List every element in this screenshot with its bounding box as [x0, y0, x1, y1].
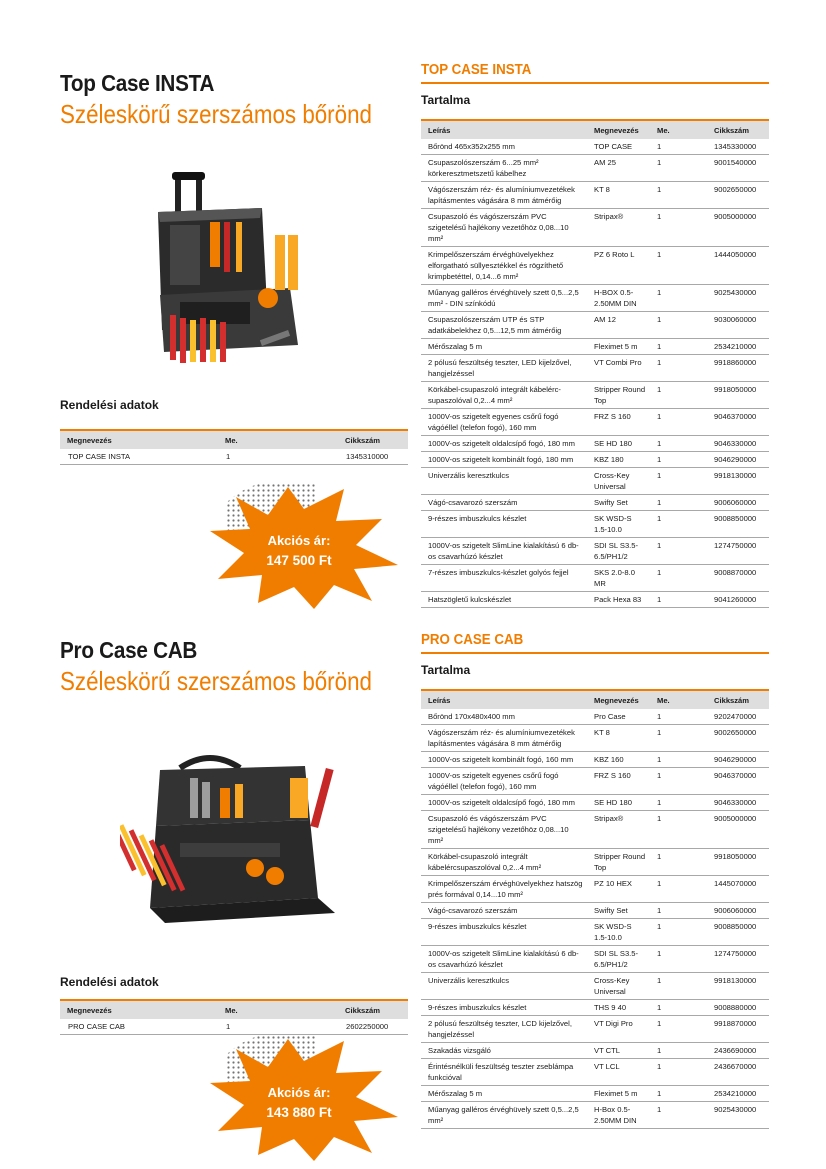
- item-desc-cell: Műanyag galléros érvéghüvely szett 0,5...2,5 mm²: [421, 1102, 587, 1129]
- item-qty-cell: 1: [650, 285, 707, 312]
- item-sku-cell: 9046290000: [707, 452, 769, 468]
- product1-order-heading: Rendelési adatok: [60, 398, 159, 412]
- product2-order-table: [60, 999, 408, 1035]
- promo-label: Akciós ár:: [267, 1085, 331, 1100]
- item-qty-cell: 1: [650, 1016, 707, 1043]
- item-desc-cell: Körkábel-csupaszoló integrált kábelércsupaszolóval 0,2...4 mm²: [421, 849, 587, 876]
- product2-order-heading: Rendelési adatok: [60, 975, 159, 989]
- table-row: [421, 247, 769, 285]
- item-name-cell: Stripper Round Top: [587, 382, 650, 409]
- item-name-cell: Stripper Round Top: [587, 849, 650, 876]
- item-name-cell: KBZ 160: [587, 752, 650, 768]
- order-sku-cell: 2602250000: [338, 1019, 408, 1035]
- table-row: [421, 1086, 769, 1102]
- item-desc-cell: Mérőszalag 5 m: [421, 1086, 587, 1102]
- table-row: [421, 849, 769, 876]
- item-name-cell: THS 9 40: [587, 1000, 650, 1016]
- item-qty-cell: 1: [650, 1000, 707, 1016]
- item-sku-cell: 9008880000: [707, 1000, 769, 1016]
- table-header-cell: Cikkszám: [707, 120, 769, 139]
- item-desc-cell: 1000V-os szigetelt SlimLine kialakítású 6 db-os csavarhúzó készlet: [421, 538, 587, 565]
- item-sku-cell: 9041260000: [707, 592, 769, 608]
- item-name-cell: AM 12: [587, 312, 650, 339]
- item-qty-cell: 1: [650, 436, 707, 452]
- item-sku-cell: 2436670000: [707, 1059, 769, 1086]
- item-desc-cell: Hatszögletű kulcskészlet: [421, 592, 587, 608]
- product1-order-table: [60, 429, 408, 465]
- table-row: [421, 565, 769, 592]
- item-desc-cell: 9-részes imbuszkulcs készlet: [421, 511, 587, 538]
- table-row: [421, 155, 769, 182]
- table-header-cell: Megnevezés: [587, 120, 650, 139]
- table-row: [421, 1016, 769, 1043]
- product2-heading: [60, 637, 408, 697]
- item-sku-cell: 1444050000: [707, 247, 769, 285]
- table-row: [421, 139, 769, 155]
- table-row: [60, 449, 408, 465]
- item-qty-cell: 1: [650, 182, 707, 209]
- table-row: [421, 409, 769, 436]
- item-sku-cell: 9046370000: [707, 768, 769, 795]
- item-sku-cell: 9046330000: [707, 795, 769, 811]
- table-header-cell: Leírás: [421, 690, 587, 709]
- item-name-cell: Pack Hexa 83: [587, 592, 650, 608]
- table-header-cell: Cikkszám: [338, 1000, 408, 1019]
- product2-title: Pro Case CAB: [60, 637, 198, 663]
- item-name-cell: Fleximet 5 m: [587, 339, 650, 355]
- item-desc-cell: Mérőszalag 5 m: [421, 339, 587, 355]
- table-row: [421, 973, 769, 1000]
- item-sku-cell: 1445070000: [707, 876, 769, 903]
- item-sku-cell: 9001540000: [707, 155, 769, 182]
- table-row: [421, 752, 769, 768]
- promo-label: Akciós ár:: [267, 533, 331, 548]
- item-qty-cell: 1: [650, 312, 707, 339]
- product2-contents-heading: Tartalma: [421, 663, 471, 677]
- item-qty-cell: 1: [650, 768, 707, 795]
- top-case-photo: [150, 170, 310, 375]
- table-row: [421, 538, 769, 565]
- product1-contents-body: [421, 139, 769, 608]
- table-row: [421, 436, 769, 452]
- table-header-row: [421, 120, 769, 139]
- item-name-cell: VT LCL: [587, 1059, 650, 1086]
- table-row: [421, 795, 769, 811]
- item-sku-cell: 9030060000: [707, 312, 769, 339]
- product1-title: Top Case INSTA: [60, 70, 215, 96]
- product2-contents-body: [421, 709, 769, 1129]
- item-qty-cell: 1: [650, 1059, 707, 1086]
- product2-section-title: PRO CASE CAB: [421, 632, 524, 648]
- item-desc-cell: Krimpelőszerszám érvéghüvelyekhez hatszög prés formával 0,14...10 mm²: [421, 876, 587, 903]
- item-qty-cell: 1: [650, 752, 707, 768]
- item-sku-cell: 9002650000: [707, 182, 769, 209]
- item-name-cell: KBZ 180: [587, 452, 650, 468]
- item-name-cell: FRZ S 160: [587, 409, 650, 436]
- item-name-cell: FRZ S 160: [587, 768, 650, 795]
- product2-contents-table: [421, 689, 769, 1129]
- item-qty-cell: 1: [650, 209, 707, 247]
- table-row: [421, 382, 769, 409]
- item-desc-cell: Vágószerszám réz- és alumíniumvezetékek lapításmentes vágására 8 mm átmérőig: [421, 725, 587, 752]
- item-desc-cell: 1000V-os szigetelt kombinált fogó, 180 mm: [421, 452, 587, 468]
- item-qty-cell: 1: [650, 592, 707, 608]
- item-sku-cell: 9005000000: [707, 209, 769, 247]
- item-desc-cell: Szakadás vizsgáló: [421, 1043, 587, 1059]
- item-sku-cell: 1345330000: [707, 139, 769, 155]
- item-desc-cell: Univerzális keresztkulcs: [421, 973, 587, 1000]
- table-row: [421, 709, 769, 725]
- table-header-cell: Cikkszám: [338, 430, 408, 449]
- promo-burst-1: [196, 483, 402, 611]
- table-row: [421, 285, 769, 312]
- item-name-cell: Stripax®: [587, 811, 650, 849]
- item-sku-cell: 1274750000: [707, 946, 769, 973]
- item-sku-cell: 2534210000: [707, 1086, 769, 1102]
- item-qty-cell: 1: [650, 139, 707, 155]
- item-name-cell: KT 8: [587, 182, 650, 209]
- item-sku-cell: 9025430000: [707, 285, 769, 312]
- item-sku-cell: 9046330000: [707, 436, 769, 452]
- item-desc-cell: 9-részes imbuszkulcs készlet: [421, 919, 587, 946]
- item-qty-cell: 1: [650, 903, 707, 919]
- item-sku-cell: 9008850000: [707, 511, 769, 538]
- order-sku-cell: 1345310000: [338, 449, 408, 465]
- item-name-cell: SE HD 180: [587, 795, 650, 811]
- item-sku-cell: 9006060000: [707, 495, 769, 511]
- table-header-cell: Megnevezés: [60, 430, 218, 449]
- table-row: [421, 768, 769, 795]
- table-row: [421, 592, 769, 608]
- table-row: [421, 511, 769, 538]
- item-desc-cell: Műanyag galléros érvéghüvely szett 0,5...2,5 mm² - DIN színkódú: [421, 285, 587, 312]
- table-row: [421, 919, 769, 946]
- table-row: [421, 355, 769, 382]
- table-row: [421, 339, 769, 355]
- item-sku-cell: 1274750000: [707, 538, 769, 565]
- item-name-cell: VT Combi Pro: [587, 355, 650, 382]
- table-header-cell: Leírás: [421, 120, 587, 139]
- item-desc-cell: Bőrönd 170x480x400 mm: [421, 709, 587, 725]
- item-sku-cell: 9918130000: [707, 468, 769, 495]
- item-sku-cell: 9918050000: [707, 382, 769, 409]
- product2-contents: [421, 632, 769, 1129]
- table-row: [421, 1102, 769, 1129]
- order-name-cell: TOP CASE INSTA: [60, 449, 218, 465]
- item-sku-cell: 9046370000: [707, 409, 769, 436]
- item-qty-cell: 1: [650, 382, 707, 409]
- item-name-cell: SK WSD-S 1.5-10.0: [587, 511, 650, 538]
- promo-burst-2: [196, 1035, 402, 1163]
- item-name-cell: Cross-Key Universal: [587, 973, 650, 1000]
- item-name-cell: TOP CASE: [587, 139, 650, 155]
- table-header-cell: Megnevezés: [587, 690, 650, 709]
- table-row: [421, 811, 769, 849]
- order-qty-cell: 1: [218, 449, 338, 465]
- item-sku-cell: 9008870000: [707, 565, 769, 592]
- item-name-cell: Stripax®: [587, 209, 650, 247]
- item-desc-cell: Csupaszoló és vágószerszám PVC szigetelésű hajlékony vezetőhöz 0,08...10 mm²: [421, 811, 587, 849]
- table-row: [421, 452, 769, 468]
- order-qty-cell: 1: [218, 1019, 338, 1035]
- item-qty-cell: 1: [650, 468, 707, 495]
- item-qty-cell: 1: [650, 973, 707, 1000]
- item-qty-cell: 1: [650, 709, 707, 725]
- table-row: [421, 946, 769, 973]
- product1-contents: [421, 62, 769, 608]
- order-name-cell: PRO CASE CAB: [60, 1019, 218, 1035]
- table-row: [421, 495, 769, 511]
- item-name-cell: VT CTL: [587, 1043, 650, 1059]
- item-qty-cell: 1: [650, 1102, 707, 1129]
- item-qty-cell: 1: [650, 452, 707, 468]
- product2-subtitle: Széleskörű szerszámos bőrönd: [60, 666, 372, 696]
- item-desc-cell: Csupaszolószerszám UTP és STP adatkábelekhez 0,5...12,5 mm átmérőig: [421, 312, 587, 339]
- table-row: [421, 312, 769, 339]
- item-sku-cell: 9002650000: [707, 725, 769, 752]
- product1-heading: [60, 70, 408, 130]
- item-sku-cell: 9918130000: [707, 973, 769, 1000]
- item-name-cell: SK WSD-S 1.5-10.0: [587, 919, 650, 946]
- item-desc-cell: 9-részes imbuszkulcs készlet: [421, 1000, 587, 1016]
- item-desc-cell: Csupaszoló és vágószerszám PVC szigetelésű hajlékony vezetőhöz 0,08...10 mm²: [421, 209, 587, 247]
- table-row: [421, 903, 769, 919]
- item-sku-cell: 9918050000: [707, 849, 769, 876]
- item-qty-cell: 1: [650, 511, 707, 538]
- item-sku-cell: 2534210000: [707, 339, 769, 355]
- item-desc-cell: Vágó-csavarozó szerszám: [421, 495, 587, 511]
- item-name-cell: SKS 2.0-8.0 MR: [587, 565, 650, 592]
- item-desc-cell: 2 pólusú feszültség teszter, LED kijelzővel, hangjelzéssel: [421, 355, 587, 382]
- table-header-cell: Me.: [218, 1000, 338, 1019]
- item-qty-cell: 1: [650, 876, 707, 903]
- item-qty-cell: 1: [650, 849, 707, 876]
- item-qty-cell: 1: [650, 538, 707, 565]
- item-name-cell: Cross-Key Universal: [587, 468, 650, 495]
- item-desc-cell: 1000V-os szigetelt SlimLine kialakítású 6 db-os csavarhúzó készlet: [421, 946, 587, 973]
- item-qty-cell: 1: [650, 811, 707, 849]
- item-desc-cell: Csupaszolószerszám 6...25 mm² körkeresztmetszetű kábelhez: [421, 155, 587, 182]
- table-header-row: [60, 430, 408, 449]
- table-row: [421, 1043, 769, 1059]
- item-name-cell: Swifty Set: [587, 495, 650, 511]
- table-row: [421, 1000, 769, 1016]
- item-qty-cell: 1: [650, 409, 707, 436]
- promo-price: 143 880 Ft: [266, 1105, 332, 1120]
- item-sku-cell: 9006060000: [707, 903, 769, 919]
- item-name-cell: Pro Case: [587, 709, 650, 725]
- item-name-cell: Fleximet 5 m: [587, 1086, 650, 1102]
- table-header-row: [421, 690, 769, 709]
- table-row: [421, 1059, 769, 1086]
- item-qty-cell: 1: [650, 155, 707, 182]
- item-sku-cell: 9202470000: [707, 709, 769, 725]
- table-header-row: [60, 1000, 408, 1019]
- table-row: [421, 209, 769, 247]
- table-row: [60, 1019, 408, 1035]
- item-qty-cell: 1: [650, 919, 707, 946]
- item-qty-cell: 1: [650, 355, 707, 382]
- section-divider: [421, 82, 769, 84]
- item-desc-cell: Vágó-csavarozó szerszám: [421, 903, 587, 919]
- item-sku-cell: 9046290000: [707, 752, 769, 768]
- item-qty-cell: 1: [650, 946, 707, 973]
- item-qty-cell: 1: [650, 565, 707, 592]
- item-desc-cell: 1000V-os szigetelt egyenes csőrű fogó vágóéllel (telefon fogó), 160 mm: [421, 768, 587, 795]
- item-desc-cell: Körkábel-csupaszoló integrált kábelérc-supaszolóval 0,2...4 mm²: [421, 382, 587, 409]
- item-name-cell: AM 25: [587, 155, 650, 182]
- table-row: [421, 468, 769, 495]
- product1-section-title: TOP CASE INSTA: [421, 62, 532, 78]
- product1-order-section: [60, 398, 408, 465]
- item-qty-cell: 1: [650, 1043, 707, 1059]
- item-qty-cell: 1: [650, 725, 707, 752]
- item-name-cell: SE HD 180: [587, 436, 650, 452]
- item-qty-cell: 1: [650, 247, 707, 285]
- item-name-cell: Swifty Set: [587, 903, 650, 919]
- item-name-cell: H-BOX 0.5-2.50MM DIN: [587, 285, 650, 312]
- item-qty-cell: 1: [650, 339, 707, 355]
- item-qty-cell: 1: [650, 1086, 707, 1102]
- item-sku-cell: 9918860000: [707, 355, 769, 382]
- pro-case-photo: [120, 748, 345, 923]
- product1-subtitle: Széleskörű szerszámos bőrönd: [60, 99, 372, 129]
- item-name-cell: SDI SL S3.5-6.5/PH1/2: [587, 538, 650, 565]
- item-name-cell: KT 8: [587, 725, 650, 752]
- item-desc-cell: 2 pólusú feszültség teszter, LCD kijelzővel, hangjelzéssel: [421, 1016, 587, 1043]
- item-desc-cell: Krimpelőszerszám érvéghüvelyekhez elforgatható süllyesztékkel és rögzíthető krimpbetéttel, 0,14...6 mm²: [421, 247, 587, 285]
- item-sku-cell: 2436690000: [707, 1043, 769, 1059]
- table-header-cell: Me.: [650, 120, 707, 139]
- item-name-cell: SDI SL S3.5-6.5/PH1/2: [587, 946, 650, 973]
- item-name-cell: H-Box 0.5-2.50MM DIN: [587, 1102, 650, 1129]
- promo-price: 147 500 Ft: [266, 553, 332, 568]
- item-desc-cell: 1000V-os szigetelt kombinált fogó, 160 mm: [421, 752, 587, 768]
- table-header-cell: Me.: [218, 430, 338, 449]
- item-desc-cell: Bőrönd 465x352x255 mm: [421, 139, 587, 155]
- table-header-cell: Me.: [650, 690, 707, 709]
- product1-contents-heading: Tartalma: [421, 93, 471, 107]
- section-divider: [421, 652, 769, 654]
- item-desc-cell: Érintésnélküli feszültség teszter zseblámpa funkcióval: [421, 1059, 587, 1086]
- item-desc-cell: 1000V-os szigetelt egyenes csőrű fogó vágóéllel (telefon fogó), 160 mm: [421, 409, 587, 436]
- item-sku-cell: 9025430000: [707, 1102, 769, 1129]
- table-row: [421, 876, 769, 903]
- item-name-cell: PZ 6 Roto L: [587, 247, 650, 285]
- item-desc-cell: Univerzális keresztkulcs: [421, 468, 587, 495]
- item-name-cell: VT Digi Pro: [587, 1016, 650, 1043]
- table-row: [421, 725, 769, 752]
- item-desc-cell: Vágószerszám réz- és alumíniumvezetékek lapításmentes vágására 8 mm átmérőig: [421, 182, 587, 209]
- item-qty-cell: 1: [650, 795, 707, 811]
- table-row: [421, 182, 769, 209]
- item-desc-cell: 7-részes imbuszkulcs-készlet golyós fejjel: [421, 565, 587, 592]
- item-desc-cell: 1000V-os szigetelt oldalcsípő fogó, 180 mm: [421, 795, 587, 811]
- product2-order-section: [60, 975, 408, 1035]
- item-sku-cell: 9005000000: [707, 811, 769, 849]
- table-header-cell: Megnevezés: [60, 1000, 218, 1019]
- item-name-cell: PZ 10 HEX: [587, 876, 650, 903]
- product1-contents-table: [421, 119, 769, 608]
- item-sku-cell: 9008850000: [707, 919, 769, 946]
- table-header-cell: Cikkszám: [707, 690, 769, 709]
- item-qty-cell: 1: [650, 495, 707, 511]
- item-desc-cell: 1000V-os szigetelt oldalcsípő fogó, 180 mm: [421, 436, 587, 452]
- item-sku-cell: 9918870000: [707, 1016, 769, 1043]
